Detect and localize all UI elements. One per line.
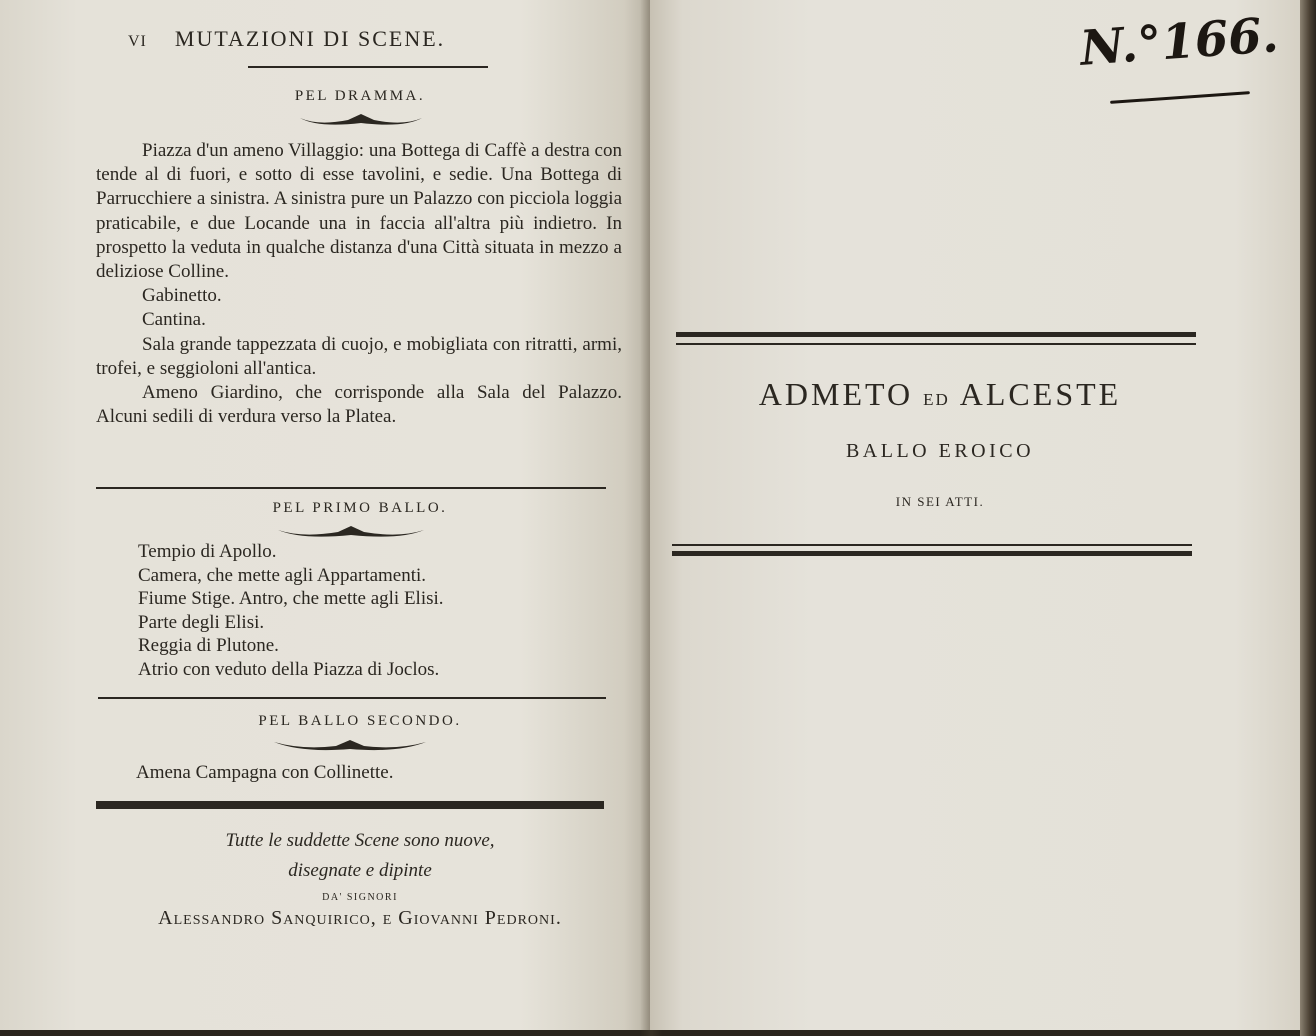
dramma-paragraph-3: Cantina. (142, 309, 206, 331)
ballo-secondo-list (136, 761, 393, 785)
dramma-paragraph-1: Piazza d'un ameno Villaggio: una Bottega di Caffè a destra con tende al di fuori, e sotto di esse tavolini, e sedie. Una Bottega di Parrucchiere a sinistra. A sinistra pure un Palazzo con picciola loggia praticabile, e due Locande una in faccia all'altra più indietro. In prospetto la veduta in qualche distanza d'una Città situata in mezzo a deliziose Colline. (96, 140, 622, 283)
right-page (650, 0, 1300, 1030)
ballo-secondo-heading: PEL BALLO SECONDO. (258, 713, 462, 729)
running-head (128, 26, 445, 52)
left-page (0, 0, 650, 1030)
ballet-subtitle: BALLO EROICO (845, 440, 1035, 462)
primo-ballo-item-5: Reggia di Plutone. (138, 635, 279, 656)
thick-rule (96, 801, 604, 809)
title-rule-bottom-thin (672, 544, 1192, 546)
title-alceste: ALCESTE (959, 376, 1122, 412)
primo-ballo-item-2: Camera, che mette agli Appartamenti. (138, 564, 427, 586)
primo-ballo-item-4: Parte degli Elisi. (138, 611, 265, 633)
primo-ballo-item-3: Fiume Stige. Antro, che mette agli Elisi. (138, 588, 444, 609)
dramma-paragraph-4: Sala grande tappezzata di cuojo, e mobigliata con ritratti, armi, trofei, e seggioloni all'antica. (96, 333, 622, 379)
dramma-heading: PEL DRAMMA. (294, 88, 426, 104)
title-conjunction: ED (923, 390, 950, 409)
credit-line-1: Tutte le suddette Scene sono nuove, (225, 830, 495, 851)
title-rule-bottom-thick (672, 551, 1192, 556)
section-rule-2 (98, 697, 606, 699)
ballo-secondo-item-1: Amena Campagna con Collinette. (136, 762, 394, 783)
ballet-acts: IN SEI ATTI. (895, 494, 985, 509)
catalog-underline (1110, 91, 1250, 104)
section-rule-1 (96, 487, 606, 489)
book-fore-edge (1300, 0, 1316, 1036)
credit-line-3: DA' SIGNORI (322, 892, 398, 903)
ballet-title (650, 376, 1230, 413)
primo-ballo-item-1: Tempio di Apollo. (138, 541, 277, 562)
running-head-title: MUTAZIONI DI SCENE. (174, 26, 446, 51)
title-admeto: ADMETO (758, 376, 914, 412)
dramma-text (96, 139, 622, 429)
primo-ballo-list (138, 540, 444, 681)
title-rule-top-thick (676, 332, 1196, 337)
primo-ballo-swash-ornament (276, 522, 426, 540)
dramma-paragraph-2: Gabinetto. (142, 285, 222, 307)
head-rule (248, 66, 488, 68)
dramma-paragraph-5: Ameno Giardino, che corrisponde alla Sala del Palazzo. Alcuni sedili di verdura verso la Platea. (96, 382, 622, 428)
handwritten-catalog-number: N.°166. (1078, 7, 1281, 77)
dramma-swash-ornament (298, 110, 424, 128)
primo-ballo-heading: PEL PRIMO BALLO. (272, 500, 448, 516)
scene-credit (80, 826, 640, 930)
page-number: VI (128, 33, 147, 50)
credit-line-2: disegnate e dipinte (288, 860, 432, 881)
ballo-secondo-swash-ornament (272, 736, 428, 754)
title-rule-top-thin (676, 343, 1196, 345)
credit-names: Alessandro Sanquirico, e Giovanni Pedroni. (158, 907, 562, 929)
primo-ballo-item-6: Atrio con veduto della Piazza di Joclos. (138, 658, 440, 680)
